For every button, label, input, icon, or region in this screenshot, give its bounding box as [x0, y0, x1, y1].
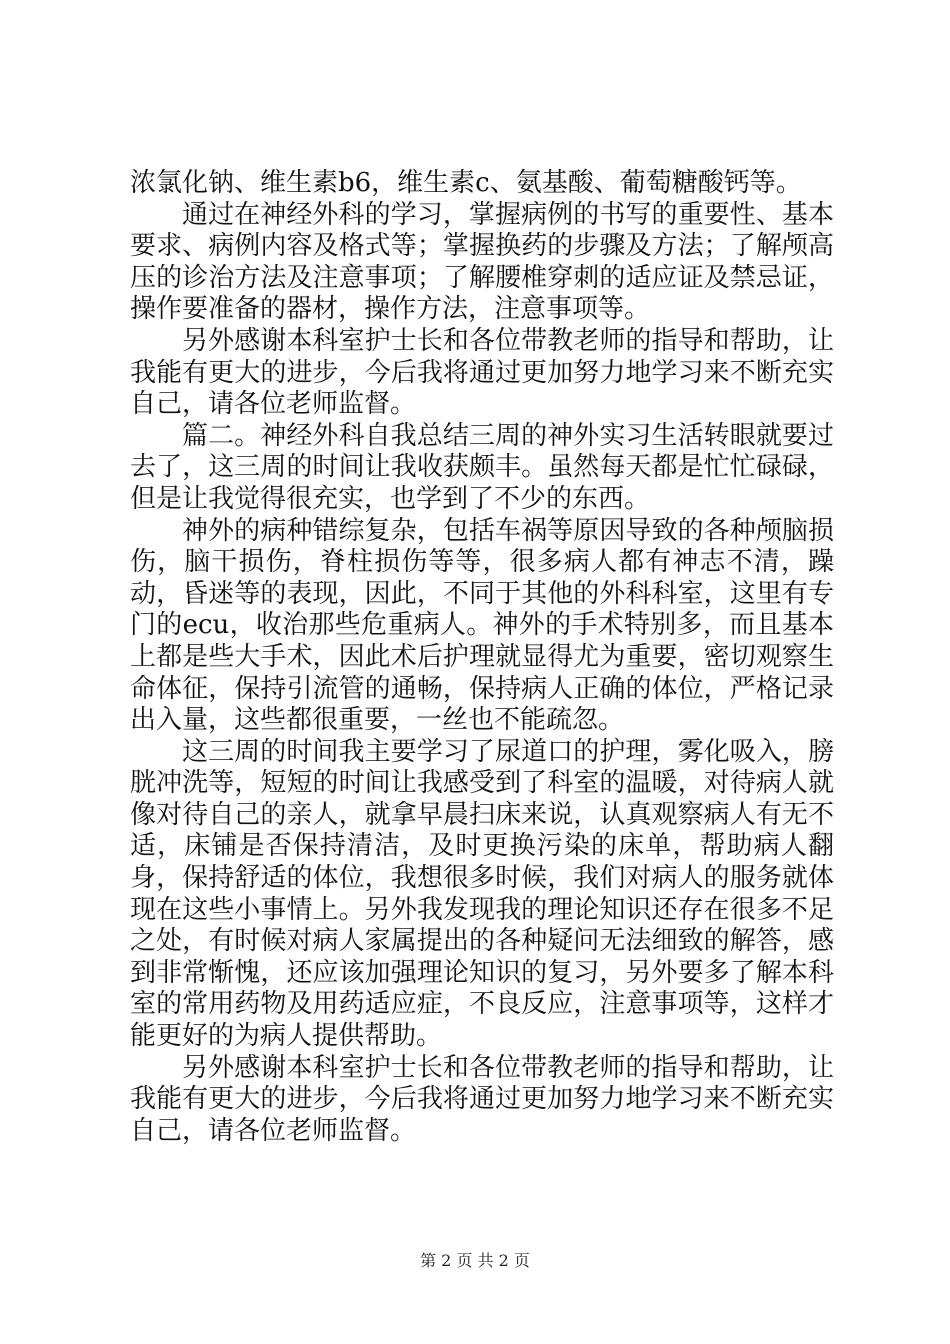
paragraph-4: 篇二。神经外科自我总结三周的神外实习生活转眼就要过去了，这三周的时间让我收获颇丰。虽然每天都是忙忙碌碌，但是让我觉得很充实，也学到了不少的东西。: [130, 420, 834, 514]
paragraph-3: 另外感谢本科室护士长和各位带教老师的指导和帮助，让我能有更大的进步，今后我将通过更加努力地学习来不断充实自己，请各位老师监督。: [130, 325, 834, 420]
page-footer: 第 2 页 共 2 页: [420, 1251, 530, 1270]
body-text: [130, 168, 834, 1147]
paragraph-2: 通过在神经外科的学习，掌握病例的书写的重要性、基本要求、病例内容及格式等；掌握换药的步骤及方法；了解颅高压的诊治方法及注意事项；了解腰椎穿刺的适应证及禁忌证，操作要准备的器材，操作方法，注意事项等。: [130, 199, 834, 325]
paragraph-1: 浓氯化钠、维生素b6，维生素c、氨基酸、葡萄糖酸钙等。: [130, 168, 802, 198]
paragraph-7: 另外感谢本科室护士长和各位带教老师的指导和帮助，让我能有更大的进步，今后我将通过更加努力地学习来不断充实自己，请各位老师监督。: [130, 1052, 834, 1146]
paragraph-5: 神外的病种错综复杂，包括车祸等原因导致的各种颅脑损伤，脑干损伤，脊柱损伤等等，很多病人都有神志不清，躁动，昏迷等的表现，因此，不同于其他的外科科室，这里有专门的ecu，收治那些危重病人。神外的手术特别多，而且基本上都是些大手术，因此术后护理就显得尤为重要，密切观察生命体征，保持引流管的通畅，保持病人正确的体位，严格记录出入量，这些都很重要，一丝也不能疏忽。: [130, 515, 834, 736]
paragraph-6: 这三周的时间我主要学习了尿道口的护理，雾化吸入，膀胱冲洗等，短短的时间让我感受到了科室的温暖，对待病人就像对待自己的亲人，就拿早晨扫床来说，认真观察病人有无不适，床铺是否保持清洁，及时更换污染的床单，帮助病人翻身，保持舒适的体位，我想很多时候，我们对病人的服务就体现在这些小事情上。另外我发现我的理论知识还存在很多不足之处，有时候对病人家属提出的各种疑问无法细致的解答，感到非常惭愧，还应该加强理论知识的复习，另外要多了解本科室的常用药物及用药适应症，不良反应，注意事项等，这样才能更好的为病人提供帮助。: [130, 736, 834, 1052]
